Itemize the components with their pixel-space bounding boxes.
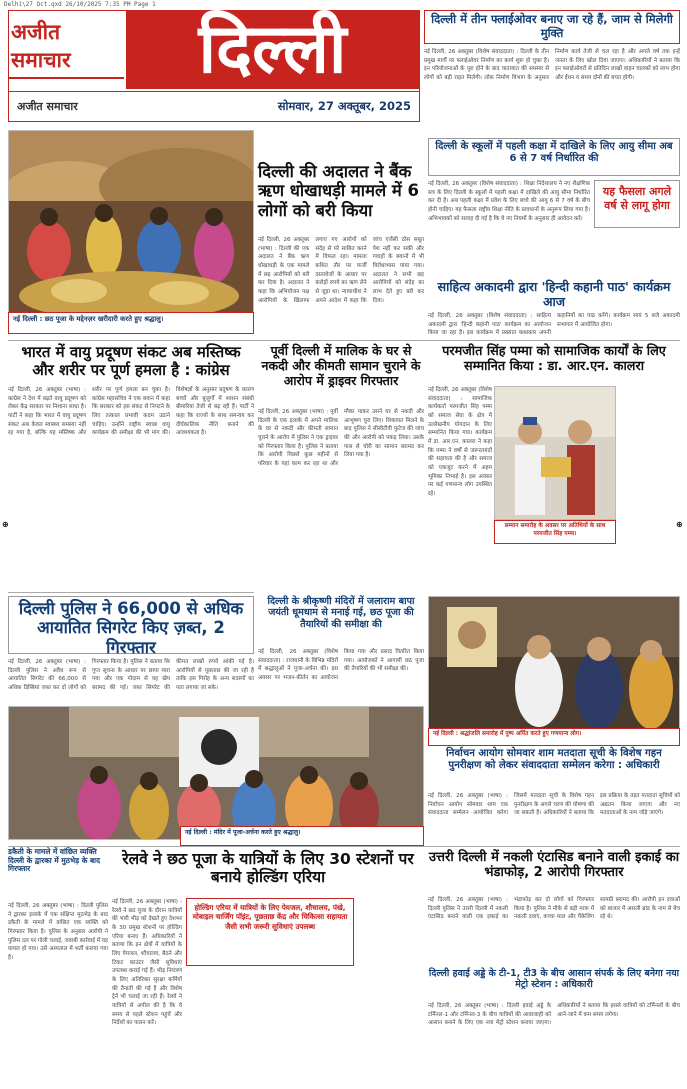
pamma-photo-caption: सम्मान समारोह के अवसर पर अतिथियों के साथ परमजीत सिंह पम्मा। <box>494 520 616 544</box>
story-temple-headline: दिल्ली के श्रीकृष्णी मंदिरों में जलाराम बापा जयंती धूमधाम से मनाई गई, छठ पूजा की तैयारियों की समीक्षा की <box>267 596 415 630</box>
chhath-crowd-image <box>9 131 254 332</box>
story-railway-body: नई दिल्ली, 26 अक्तूबर (भाषा) : रेलवे ने छठ पूजा के दौरान यात्रियों की भारी भीड़ को देखते हुए देशभर के 30 प्रमुख स्टेशनों पर होल्डिंग एरिया बनाए हैं। अधिकारियों ने बताया कि इन क्षेत्रों में यात्रियों के लिए पेयजल, शौचालय, बैठने और टिकट काउंटर जैसी सुविधाएं उपलब्ध कराई गई हैं। भीड़ नियंत्रण के लिए अतिरिक्त सुरक्षा कर्मियों की तैनाती की गई है और विशेष ट्रेनें भी चलाई जा रही हैं। रेलवे ने यात्रियों से अपील की है कि वे समय से पहले स्टेशन पहुंचें और निर्देशों का पालन करें। <box>112 899 182 1027</box>
print-slug: Delhi\27 Oct.qxd 26/10/2025 7:35 PM Page 1 <box>4 1 156 8</box>
story-flights <box>424 10 680 44</box>
masthead <box>8 10 420 122</box>
divider <box>8 846 680 847</box>
registration-mark-left: ⊕ <box>2 520 9 529</box>
issue-date: सोमवार, 27 अक्तूबर, 2025 <box>277 99 411 113</box>
story-driver-body: नई दिल्ली, 26 अक्तूबर (भाषा) : पूर्वी दिल्ली के एक इलाके में अपने मालिक के घर से नकदी और कीमती सामान चुराने के आरोप में पुलिस ने एक ड्राइवर को गिरफ्तार किया है। पुलिस ने बताया कि आरोपी पिछले कुछ महीनों से परिवार के यहां काम कर रहा था और मौका पाकर उसने घर से नकदी और आभूषण चुरा लिए। शिकायत मिलने के बाद पुलिस ने सीसीटीवी फुटेज की जांच की और आरोपी को पकड़ लिया। उसके पास से चोरी का सामान बरामद कर लिया गया है। <box>258 409 424 467</box>
divider <box>8 340 680 341</box>
story-railway-headline: रेलवे ने छठ पूजा के यात्रियों के लिए 30 स्टेशनों पर बनाये होल्डिंग एरिया <box>122 850 414 887</box>
temple-crowd-image <box>9 707 424 840</box>
headline: दिल्ली के स्कूलों में पहली कक्षा में दाखिले के लिए आयु सीमा अब 6 से 7 वर्ष निर्धारित की <box>435 141 673 164</box>
temple-group-photo <box>8 706 424 840</box>
article-body: नई दिल्ली, 26 अक्तूबर (विशेष संवाददाता) : दिल्ली के तीन प्रमुख मार्गों पर फ्लाईओवर निर्माण का कार्य शुरू हो चुका है। इन परियोजनाओं के पूरा होने के बाद यातायात की समस्या से लोगों को बड़ी राहत मिलेगी। लोक निर्माण विभाग के अनुसार निर्माण कार्य तेजी से चल रहा है और अगले वर्ष तक इन्हें जनता के लिए खोल दिया जाएगा। अधिकारियों ने बताया कि इन फ्लाईओवरों से प्रतिदिन लाखों वाहन चालकों को लाभ होगा और ईंधन व समय दोनों की बचत होगी। <box>424 49 680 81</box>
story-academy-body: नई दिल्ली, 26 अक्तूबर (विशेष संवाददाता) : साहित्य अकादमी द्वारा 'हिन्दी कहानी पाठ' कार्यक्रम का आयोजन किया जा रहा है। इस कार्यक्रम में प्रख्यात कथाकार अपनी कहानियों का पाठ करेंगे। कार्यक्रम सायं 5 बजे अकादमी सभागार में आयोजित होगा। <box>428 313 680 337</box>
story-antacid-headline: उत्तरी दिल्ली में नकली एंटासिड बनाने वाली इकाई का भंडाफोड़, 2 आरोपी गिरफ्तार <box>428 850 680 881</box>
masthead-title-block <box>126 11 419 89</box>
story-election-body: नई दिल्ली, 26 अक्तूबर (भाषा) : निर्वाचन आयोग सोमवार शाम एक संवाददाता सम्मेलन आयोजित करेगा जिसमें मतदाता सूची के विशेष गहन पुनरीक्षण के अगले चरण की घोषणा की जा सकती है। अधिकारियों ने बताया कि इस प्रक्रिया के तहत मतदाता सूचियों को अद्यतन किया जाएगा और नए मतदाताओं के नाम जोड़े जाएंगे। <box>428 793 680 817</box>
story-court-headline: दिल्ली की अदालत ने बैंक ऋण धोखाधड़ी मामले में 6 लोगों को बरी किया <box>258 161 419 220</box>
story-pamma-body-cont <box>620 386 680 586</box>
chhath-photo-caption: नई दिल्ली : छठ पूजा के मद्देनज़र खरीदारी करते हुए श्रद्धालु। <box>8 312 254 334</box>
story-court-body: नई दिल्ली, 26 अक्तूबर (भाषा) : दिल्ली की एक अदालत ने बैंक ऋण धोखाधड़ी के एक मामले में छह आरोपियों को बरी कर दिया है। अदालत ने कहा कि अभियोजन पक्ष आरोपियों के खिलाफ लगाए गए आरोपों को संदेह से परे साबित करने में विफल रहा। मामला कथित तौर पर फर्जी दस्तावेजों के आधार पर करोड़ों रुपये का ऋण लेने से जुड़ा था। न्यायाधीश ने अपने आदेश में कहा कि जांच एजेंसी ठोस सबूत पेश नहीं कर सकी और गवाहों के बयानों में भी विरोधाभास पाया गया। अदालत ने सभी छह आरोपियों को संदेह का लाभ देते हुए बरी कर दिया। <box>258 237 424 304</box>
story-dacoity-body: नई दिल्ली, 26 अक्तूबर (भाषा) : दिल्ली पुलिस ने द्वारका इलाके में एक संक्षिप्त मुठभेड़ के बाद डकैती के मामले में वांछित एक व्यक्ति को गिरफ्तार किया है। पुलिस के अनुसार आरोपी ने पुलिस दल पर गोली चलाई, जवाबी कार्रवाई में वह घायल हो गया। उसे अस्पताल में भर्ती कराया गया है। <box>8 903 108 961</box>
award-ceremony-image <box>495 387 616 520</box>
pamma-award-photo <box>494 386 616 520</box>
railway-pull-quote: होल्डिंग एरिया में यात्रियों के लिए पेयजल, शौचालय, पंखे, मोबाइल चार्जिंग पॉइंट, पूछताछ केंद्र और चिकित्सा सहायता जैसी सभी जरूरी सुविधाएं उपलब्ध <box>186 898 354 966</box>
story-academy-headline: साहित्य अकादमी द्वारा 'हिन्दी कहानी पाठ' कार्यक्रम आज <box>437 279 671 309</box>
chhath-market-photo <box>8 130 254 332</box>
story-driver-headline: पूर्वी दिल्ली में मालिक के घर से नकदी और कीमती सामान चुराने के आरोप में ड्राइवर गिरफ्तार <box>261 343 421 388</box>
story-railway-body-side <box>358 898 424 1078</box>
brand-label: अजीत समाचार <box>9 18 124 79</box>
story-cigarettes-body: नई दिल्ली, 26 अक्तूबर (भाषा) : दिल्ली पुलिस ने अवैध रूप से आयातित सिगरेट की 66,000 से अधिक डिब्बियां जब्त कर दो लोगों को गिरफ्तार किया है। पुलिस ने बताया कि गुप्त सूचना के आधार पर छापा मारा गया और एक गोदाम से यह खेप बरामद की गई। जब्त सिगरेट की कीमत लाखों रुपये आंकी गई है। आरोपियों से पूछताछ की जा रही है ताकि इस गिरोह के अन्य सदस्यों का पता लगाया जा सके। <box>8 659 254 691</box>
story-pamma-body: नई दिल्ली, 26 अक्तूबर (विशेष संवाददाता) : सामाजिक कार्यकर्ता परमजीत सिंह पम्मा को समाज सेवा के क्षेत्र में उल्लेखनीय योगदान के लिए सम्मानित किया गया। कार्यक्रम में डा. आर.एन. कालरा ने कहा कि पम्मा ने वर्षों से जरूरतमंदों की सहायता की है और समाज को एकजुट करने में अहम भूमिका निभाई है। इस अवसर पर कई गणमान्य लोग उपस्थित रहे। <box>428 387 492 497</box>
tribute-image <box>429 597 680 730</box>
tribute-photo-caption: नई दिल्ली : श्रद्धांजलि समारोह में पुष्प अर्पित करते हुए गणमान्य लोग। <box>428 728 680 746</box>
registration-mark-right: ⊕ <box>676 520 683 529</box>
story-pollution-headline: भारत में वायु प्रदूषण संकट अब मस्तिष्क और शरीर पर पूर्ण हमला है : कांग्रेस <box>21 343 241 379</box>
story-airport-headline: दिल्ली हवाई अड्डे के टी-1, टी3 के बीच आसान संपर्क के लिए बनेगा नया मेट्रो स्टेशन : अधिकारी <box>428 968 680 991</box>
story-railway-body-cont <box>186 970 354 1078</box>
tribute-photo <box>428 596 680 730</box>
story-election-headline: निर्वाचन आयोग सोमवार शाम मतदाता सूची के विशेष गहन पुनरीक्षण को लेकर संवाददाता सम्मेलन करेगा : अधिकारी <box>446 748 662 772</box>
story-airport-body: नई दिल्ली, 26 अक्तूबर (भाषा) : दिल्ली हवाई अड्डे के टर्मिनल-1 और टर्मिनल-3 के बीच यात्रियों की आवाजाही को आसान बनाने के लिए एक नया मेट्रो स्टेशन बनाया जाएगा। अधिकारियों ने बताया कि इससे यात्रियों को टर्मिनलों के बीच आने-जाने में कम समय लगेगा। <box>428 1003 680 1027</box>
temple-photo-caption: नई दिल्ली : मंदिर में पूजा-अर्चना करते हुए श्रद्धालु। <box>180 826 424 846</box>
story-pamma-headline: परमजीत सिंह पम्मा को सामाजिक कार्यों के लिए सम्मानित किया : डा. आर.एन. कालरा <box>442 344 666 375</box>
story-schools-body: नई दिल्ली, 26 अक्तूबर (विशेष संवाददाता) : शिक्षा निदेशालय ने नए शैक्षणिक सत्र के लिए दिल्ली के स्कूलों में पहली कक्षा में दाखिले की आयु सीमा निर्धारित कर दी है। अब पहली कक्षा में प्रवेश के लिए बच्चे की आयु 6 से 7 वर्ष के बीच होनी चाहिए। यह फैसला राष्ट्रीय शिक्षा नीति के प्रावधानों के अनुरूप लिया गया है। अभिभावकों को सलाह दी गई है कि वे नए नियमों के अनुसार ही आवेदन करें। <box>428 181 590 222</box>
masthead-brand <box>9 11 124 89</box>
masthead-title: दिल्ली <box>198 10 347 89</box>
story-antacid-body: नई दिल्ली, 26 अक्तूबर (भाषा) : दिल्ली पुलिस ने उत्तरी दिल्ली में नकली एंटासिड बनाने वाली एक इकाई का भंडाफोड़ कर दो लोगों को गिरफ्तार किया है। पुलिस ने मौके से बड़ी मात्रा में नकली दवाएं, कच्चा माल और पैकेजिंग सामग्री बरामद की। आरोपी इन दवाओं को बाजार में असली ब्रांड के नाम से बेच रहे थे। <box>428 897 680 921</box>
story-temple-body: नई दिल्ली, 26 अक्तूबर (विशेष संवाददाता) : राजधानी के विभिन्न मंदिरों में श्रद्धालुओं ने पूजा-अर्चना की। इस अवसर पर भजन-कीर्तन का आयोजन किया गया और प्रसाद वितरित किया गया। आयोजकों ने आगामी छठ पूजा की तैयारियों की भी समीक्षा की। <box>258 649 424 681</box>
story-cigarettes-headline: दिल्ली पुलिस ने 66,000 से अधिक आयातित सिगरेट किए ज़ब्त, 2 गिरफ्तार <box>8 596 254 654</box>
story-pollution-body: नई दिल्ली, 26 अक्तूबर (भाषा) : कांग्रेस ने देश में बढ़ते वायु प्रदूषण को लेकर केंद्र सरकार पर निशाना साधा है। पार्टी ने कहा कि भारत में वायु प्रदूषण संकट अब केवल स्वास्थ्य समस्या नहीं रह गया है, बल्कि यह मस्तिष्क और शरीर पर पूर्ण हमला बन चुका है। कांग्रेस महासचिव ने एक बयान में कहा कि सरकार को इस संकट से निपटने के लिए तत्काल प्रभावी कदम उठाने चाहिए। उन्होंने राष्ट्रीय स्वच्छ वायु कार्यक्रम की समीक्षा की भी मांग की। विशेषज्ञों के अनुसार प्रदूषण के कारण बच्चों और बुजुर्गों में श्वसन संबंधी बीमारियां तेजी से बढ़ रही हैं। पार्टी ने कहा कि राज्यों के साथ समन्वय कर दीर्घकालिक नीति बनाने की आवश्यकता है। <box>8 387 254 437</box>
edition-label: अजीत समाचार <box>17 100 78 113</box>
divider <box>8 592 254 593</box>
schools-pull-quote: यह फैसला अगले वर्ष से लागू होगा <box>594 180 680 228</box>
story-dacoity-headline: डकैती के मामले में वांछित व्यक्ति दिल्ली के द्वारका में मुठभेड़ के बाद गिरफ्तार <box>8 847 101 874</box>
masthead-strip <box>9 91 419 121</box>
headline: दिल्ली में तीन फ्लाईओवर बनाए जा रहे हैं, जाम से मिलेगी मुक्ति <box>431 12 673 40</box>
story-schools <box>428 138 680 176</box>
